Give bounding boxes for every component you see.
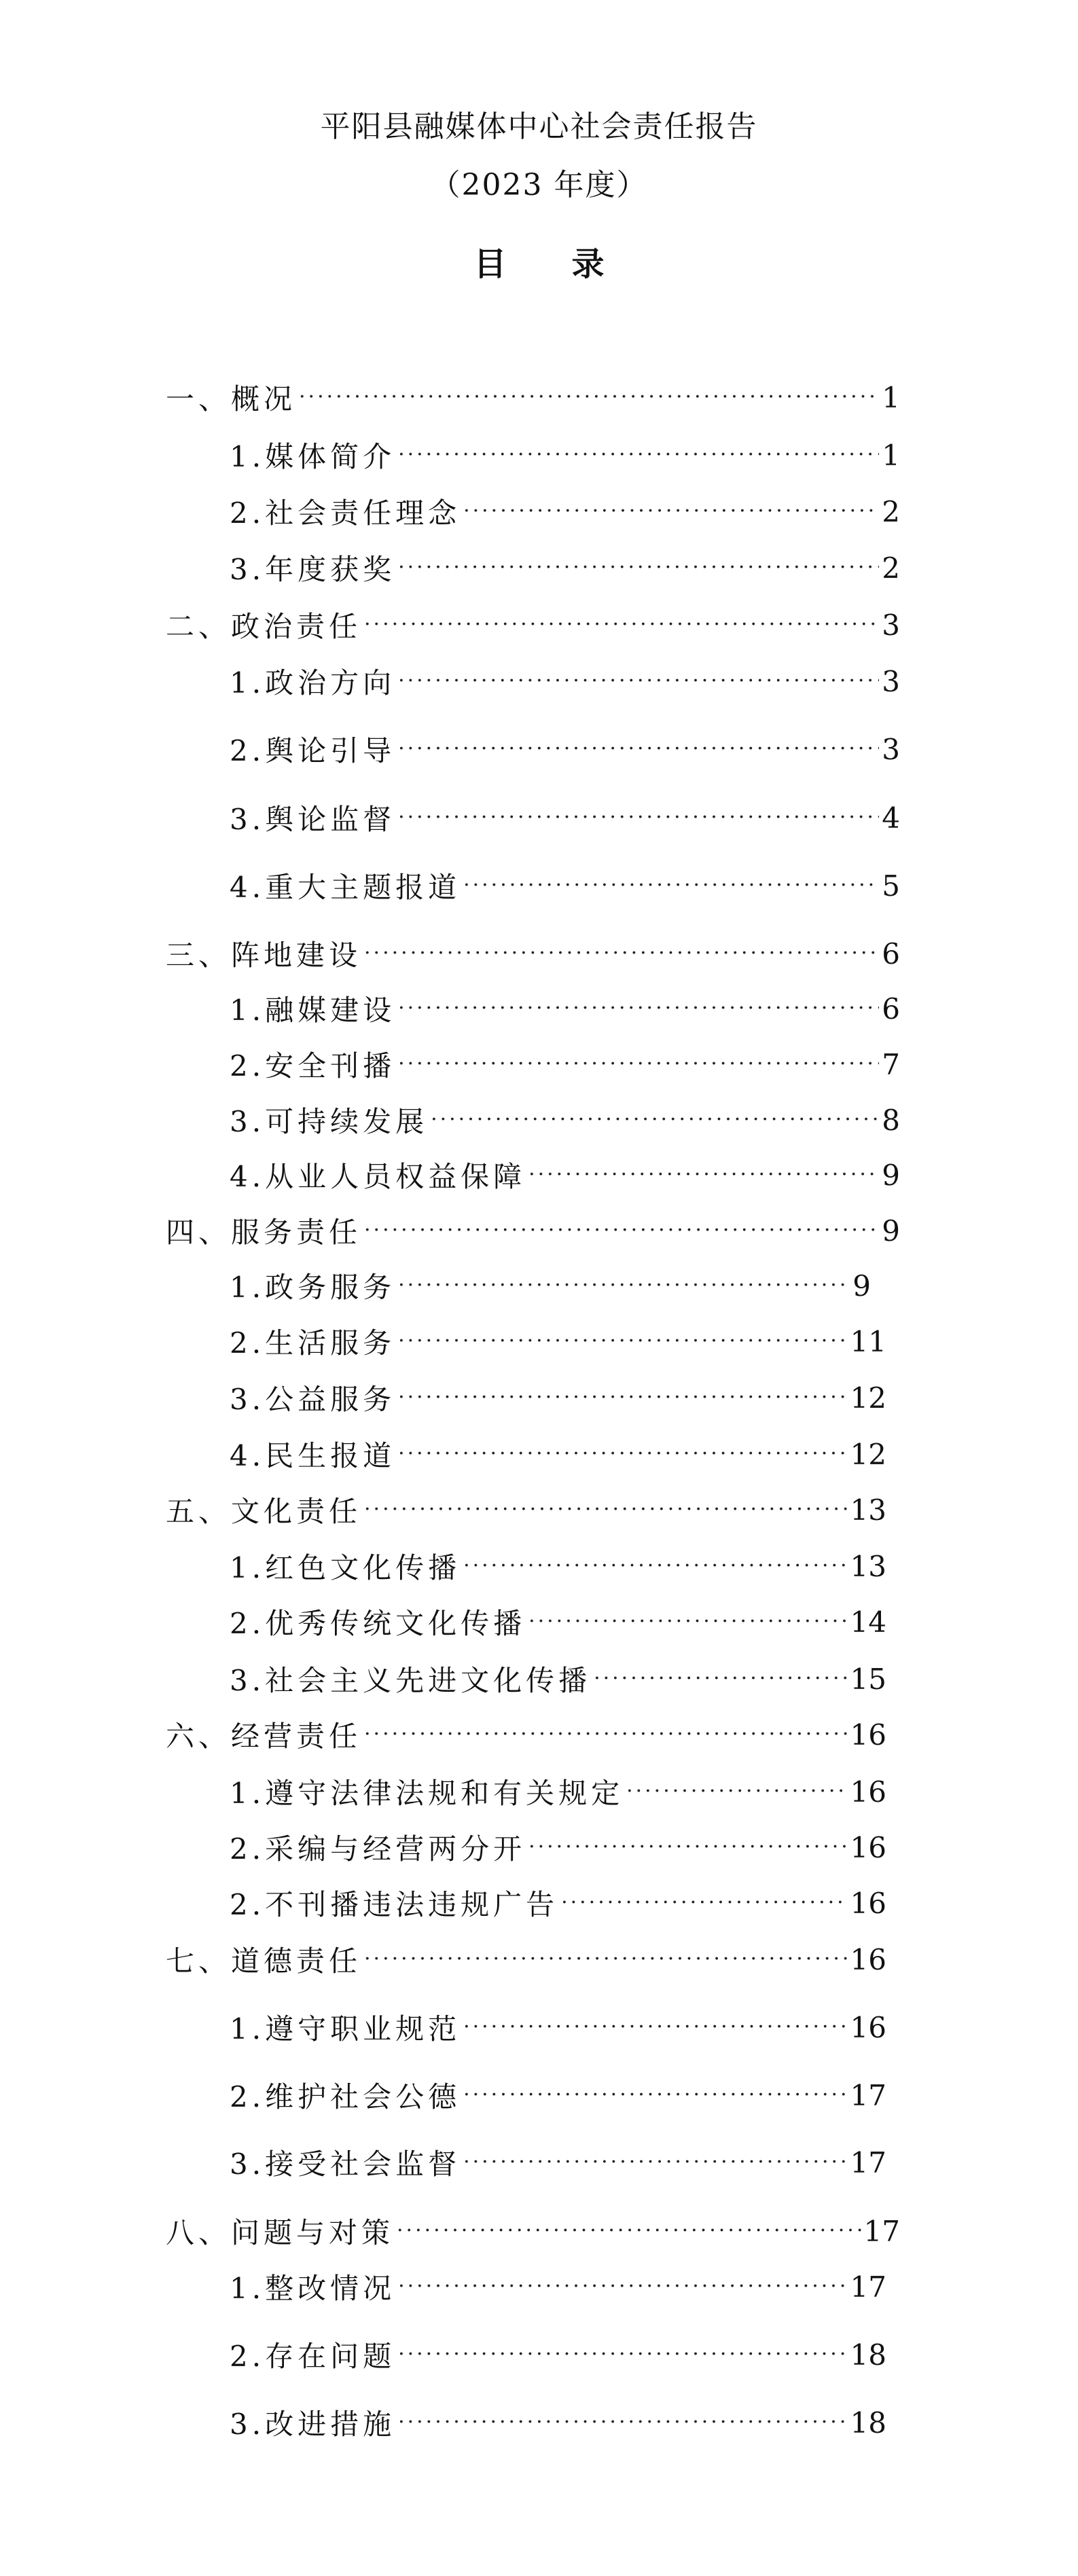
toc-entry-label: 4.从业人员权益保障 [230,1160,526,1193]
toc-entry-label: 三、阵地建设 [166,939,362,972]
toc-subsection-entry [230,1658,886,1699]
dot-leader [364,1714,848,1755]
dot-leader [594,1658,847,1699]
toc-subsection-entry [230,865,900,906]
toc-entry-label: 七、道德责任 [166,1944,362,1978]
toc-entry-page-number: 1 [882,380,900,414]
toc-entry-label: 3.舆论监督 [230,803,396,836]
toc-entry-page-number: 12 [850,1381,886,1415]
toc-subsection-entry [230,661,900,702]
toc-entry-page-number: 3 [882,732,900,766]
toc-subsection-entry [230,1601,886,1642]
toc-entry-page-number: 5 [882,869,900,903]
toc-entry-label: 3.年度获奖 [230,553,396,586]
toc-entry-page-number: 9 [882,1214,900,1248]
toc-entry-page-number: 8 [882,1103,900,1137]
toc-subsection-entry [230,1100,900,1140]
dot-leader [431,1100,879,1140]
toc-entry-label: 2.舆论引导 [230,734,396,767]
toc-entry-label: 2.维护社会公德 [230,2080,461,2114]
toc-entry-label: 八、问题与对策 [166,2216,395,2249]
dot-leader [528,1601,847,1642]
toc-subsection-entry [230,1771,886,1812]
toc-entry-page-number: 4 [882,801,900,835]
toc-entry-page-number: 6 [882,992,900,1026]
toc-entry-label: 1.遵守法律法规和有关规定 [230,1777,624,1810]
toc-entry-page-number: 16 [850,1718,886,1752]
toc-section-entry [166,377,900,418]
toc-entry-page-number: 14 [850,1605,886,1639]
toc-entry-page-number: 18 [850,2406,886,2439]
toc-entry-label: 五、文化责任 [166,1495,362,1528]
toc-entry-page-number: 12 [850,1437,886,1471]
dot-leader [398,2334,847,2375]
toc-subsection-entry [230,2142,886,2183]
toc-section-entry [166,1939,886,1980]
toc-subsection-entry [230,2402,886,2443]
toc-subsection-entry [230,1155,900,1195]
toc-subsection-entry [230,2075,886,2116]
toc-entry-page-number: 3 [882,664,900,698]
toc-subsection-entry [230,1546,886,1586]
toc-heading: 目 录 [473,245,605,283]
dot-leader [397,2211,861,2251]
dot-leader [398,661,879,702]
toc-entry-page-number: 1 [882,438,900,472]
toc-entry-label: 六、经营责任 [166,1720,362,1753]
toc-entry-label: 1.政务服务 [230,1271,396,1304]
toc-entry-page-number: 2 [882,551,900,585]
toc-subsection-entry [230,1377,886,1418]
toc-subsection-entry [230,1434,886,1474]
dot-leader [299,377,879,418]
document-subtitle: （2023 年度） [430,168,648,202]
toc-entry-page-number: 9 [882,1158,900,1192]
toc-entry-label: 一、概况 [166,382,297,416]
toc-entry-page-number: 17 [863,2214,900,2248]
toc-subsection-entry [230,2007,886,2048]
toc-entry-page-number: 2 [882,494,900,528]
toc-subsection-entry [230,729,900,769]
toc-entry-label: 3.社会主义先进文化传播 [230,1664,592,1697]
dot-leader [398,729,879,769]
dot-leader [463,2075,847,2116]
toc-entry-label: 四、服务责任 [166,1216,362,1249]
toc-entry-page-number: 16 [850,1942,886,1976]
toc-entry-page-number: 16 [850,1830,886,1864]
toc-section-entry [166,1210,900,1251]
toc-entry-label: 3.接受社会监督 [230,2147,461,2181]
dot-leader [463,865,879,906]
toc-subsection-entry [230,1883,886,1923]
dot-leader [364,1939,848,1980]
toc-subsection-entry [230,797,900,838]
dot-leader [398,1265,850,1306]
toc-subsection-entry [230,1044,900,1085]
dot-leader [398,1434,847,1474]
dot-leader [463,2007,847,2048]
toc-entry-page-number: 7 [882,1047,900,1081]
toc-entry-label: 1.红色文化传播 [230,1551,461,1584]
dot-leader [398,1321,847,1362]
dot-leader [364,933,879,974]
dot-leader [398,1377,847,1418]
toc-entry-page-number: 9 [852,1269,871,1303]
toc-entry-label: 2.社会责任理念 [230,496,461,530]
toc-subsection-entry [230,2266,886,2307]
dot-leader [398,988,879,1029]
dot-leader [364,604,879,645]
toc-entry-page-number: 3 [882,608,900,642]
dot-leader [398,797,879,838]
toc-entry-label: 3.可持续发展 [230,1105,429,1138]
toc-entry-label: 1.媒体简介 [230,440,396,473]
dot-leader [561,1883,847,1923]
dot-leader [364,1210,879,1251]
dot-leader [626,1771,847,1812]
toc-entry-label: 1.政治方向 [230,666,396,700]
toc-subsection-entry [230,988,900,1029]
toc-section-entry [166,604,900,645]
dot-leader [364,1489,848,1530]
dot-leader [528,1155,879,1195]
document-title: 平阳县融媒体中心社会责任报告 [320,109,758,144]
toc-entry-label: 2.采编与经营两分开 [230,1832,526,1866]
toc-entry-label: 4.民生报道 [230,1439,396,1472]
toc-entry-page-number: 15 [850,1662,886,1696]
toc-subsection-entry [230,1265,871,1306]
toc-entry-page-number: 16 [850,1886,886,1920]
toc-entry-label: 2.生活服务 [230,1326,396,1360]
toc-subsection-entry [230,491,900,532]
toc-section-entry [166,1489,886,1530]
toc-entry-page-number: 13 [850,1549,886,1583]
toc-entry-page-number: 17 [850,2078,886,2112]
toc-entry-label: 1.融媒建设 [230,994,396,1027]
toc-entry-label: 2.安全刊播 [230,1049,396,1083]
toc-entry-page-number: 18 [850,2338,886,2372]
toc-subsection-entry [230,1321,886,1362]
toc-entry-page-number: 16 [850,1775,886,1809]
toc-subsection-entry [230,547,900,588]
dot-leader [398,2266,847,2307]
toc-entry-label: 2.存在问题 [230,2340,396,2373]
toc-subsection-entry [230,435,900,475]
toc-entry-label: 3.公益服务 [230,1383,396,1416]
toc-entry-page-number: 6 [882,937,900,970]
toc-entry-label: 1.遵守职业规范 [230,2012,461,2046]
toc-section-entry [166,2211,900,2251]
toc-entry-label: 2.优秀传统文化传播 [230,1607,526,1640]
dot-leader [463,491,879,532]
dot-leader [528,1827,847,1868]
dot-leader [398,2402,847,2443]
toc-entry-label: 4.重大主题报道 [230,871,461,904]
toc-subsection-entry [230,2334,886,2375]
toc-entry-page-number: 11 [850,1324,886,1358]
dot-leader [463,2142,847,2183]
toc-section-entry [166,1714,886,1755]
dot-leader [398,435,879,475]
toc-entry-page-number: 13 [850,1493,886,1527]
toc-entry-label: 二、政治责任 [166,610,362,643]
toc-entry-page-number: 17 [850,2270,886,2304]
toc-subsection-entry [230,1827,886,1868]
toc-entry-page-number: 16 [850,2010,886,2044]
dot-leader [398,1044,879,1085]
toc-entry-label: 3.改进措施 [230,2408,396,2441]
toc-section-entry [166,933,900,974]
toc-entry-label: 2.不刊播违法违规广告 [230,1888,559,1921]
toc-entry-page-number: 17 [850,2145,886,2179]
toc-entry-label: 1.整改情况 [230,2272,396,2305]
dot-leader [398,547,879,588]
dot-leader [463,1546,847,1586]
